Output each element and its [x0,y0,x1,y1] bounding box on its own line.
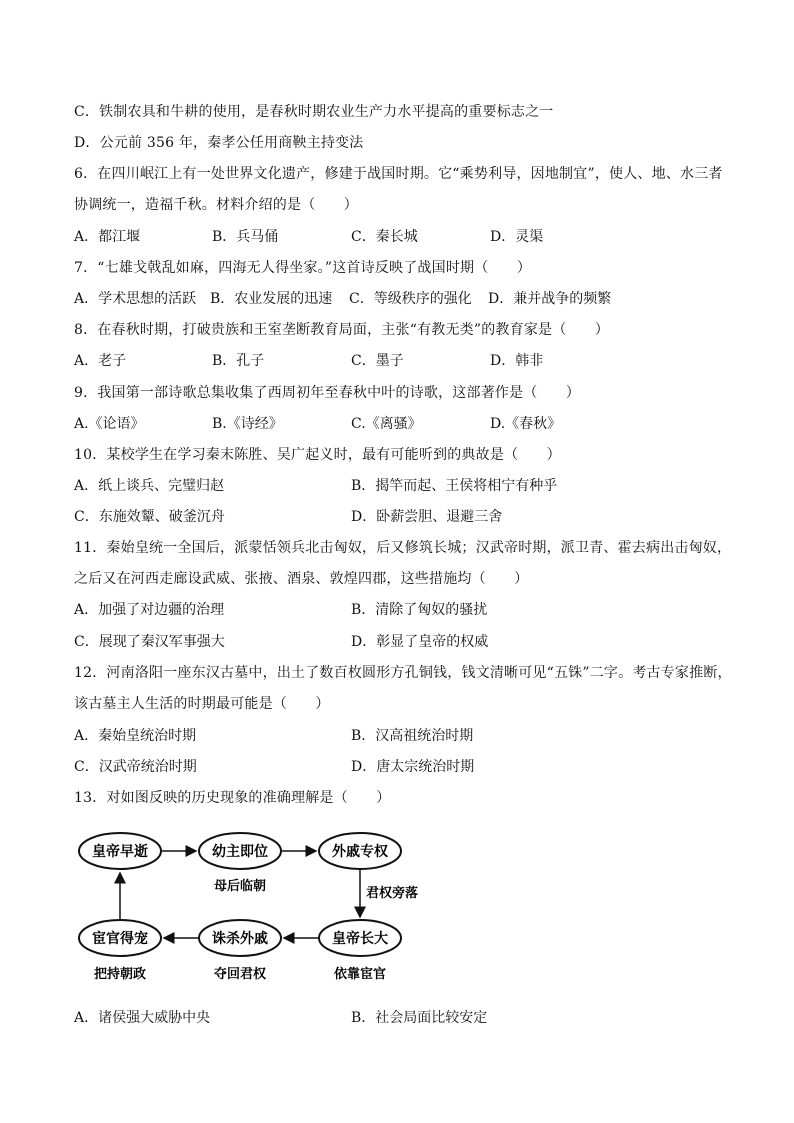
q13-option-a: A．诸侯强大威胁中央 [74,1010,211,1026]
q8-option-d: D．韩非 [490,353,544,369]
q12-option-a: A．秦始皇统治时期 [74,728,197,744]
node-label-4: 皇帝长大 [332,931,388,947]
node-label-1: 皇帝早逝 [92,844,148,860]
q6-option-c: C．秦长城 [351,229,418,245]
q9-option-c: C.《离骚》 [351,416,422,432]
q5-option-d: D．公元前 356 年，秦孝公任用商鞅主持变法 [74,135,364,151]
label-regain-power: 夺回君权 [213,967,267,982]
q9-option-b: B.《诗经》 [212,416,283,432]
label-power-lost: 君权旁落 [366,886,419,901]
node-label-2: 幼主即位 [212,844,268,860]
q12-option-c: C．汉武帝统治时期 [74,759,197,775]
q6-option-d: D．灵渠 [490,229,544,245]
q10-stem: 10．某校学生在学习秦末陈胜、吴广起义时，最有可能听到的典故是（ ） [74,447,561,463]
q11-option-b: B．清除了匈奴的骚扰 [351,602,488,618]
q11-option-d: D．彰显了皇帝的权威 [351,634,489,650]
q13-stem: 13．对如图反映的历史现象的准确理解是（ ） [74,790,391,806]
q6-stem-line-2: 协调统一，造福千秋。材料介绍的是（ ） [74,197,358,213]
q10-option-a: A．纸上谈兵、完璧归赵 [74,478,225,494]
q11-stem-line-1: 11．秦始皇统一全国后，派蒙恬领兵北击匈奴，后又修筑长城；汉武帝时期，派卫青、霍去病出击匈奴， [74,540,732,556]
node-label-6: 宦官得宠 [92,931,148,947]
cycle-flow-diagram [74,820,434,990]
q10-option-d: D．卧薪尝胆、退避三舍 [351,509,503,525]
q7-option-a: A．学术思想的活跃 [74,291,197,307]
q8-option-a: A．老子 [74,353,127,369]
label-rely-eunuch: 依靠宦官 [333,967,387,982]
q12-stem-line-1: 12．河南洛阳一座东汉古墓中，出土了数百枚圆形方孔铜钱，钱文清晰可见“五铢”二字。考古专家推断， [74,665,732,681]
q8-option-b: B．孔子 [212,353,265,369]
q6-option-a: A．都江堰 [74,229,141,245]
q7-option-c: C．等级秩序的强化 [349,291,472,307]
label-regent-mother: 母后临朝 [213,879,267,894]
node-label-5: 诛杀外戚 [212,931,268,947]
q13-option-b: B．社会局面比较安定 [351,1010,488,1026]
q8-option-c: C．墨子 [351,353,404,369]
q11-option-c: C．展现了秦汉军事强大 [74,634,225,650]
q7-stem: 7．“七雄戈戟乱如麻，四海无人得坐家。”这首诗反映了战国时期（ ） [74,260,532,276]
q10-option-c: C．东施效颦、破釜沉舟 [74,509,225,525]
q5-option-c: C．铁制农具和牛耕的使用，是春秋时期农业生产力水平提高的重要标志之一 [74,104,554,120]
q11-option-a: A．加强了对边疆的治理 [74,602,225,618]
q6-stem-line-1: 6．在四川岷江上有一处世界文化遗产，修建于战国时期。它“乘势利导，因地制宜”，使人、地、水三者 [74,166,723,182]
node-label-3: 外戚专权 [332,844,388,860]
q11-stem-line-2: 之后又在河西走廊设武威、张掖、酒泉、敦煌四郡，这些措施均（ ） [74,571,529,587]
q9-stem: 9．我国第一部诗歌总集收集了西周初年至春秋中叶的诗歌，这部著作是（ ） [74,385,581,401]
q12-stem-line-2: 该古墓主人生活的时期最可能是（ ） [74,696,330,712]
q9-option-d: D.《春秋》 [490,416,562,432]
q12-option-b: B．汉高祖统治时期 [351,728,474,744]
q6-option-b: B．兵马俑 [212,229,279,245]
q12-option-d: D．唐太宗统治时期 [351,759,475,775]
q7-option-b: B．农业发展的迅速 [210,291,333,307]
q9-option-a: A.《论语》 [74,416,145,432]
q8-stem: 8．在春秋时期，打破贵族和王室垄断教育局面，主张“有教无类”的教育家是（ ） [74,322,610,338]
label-control-court: 把持朝政 [93,967,147,982]
q7-option-d: D．兼并战争的频繁 [488,291,612,307]
q10-option-b: B．揭竿而起、王侯将相宁有种乎 [351,478,558,494]
